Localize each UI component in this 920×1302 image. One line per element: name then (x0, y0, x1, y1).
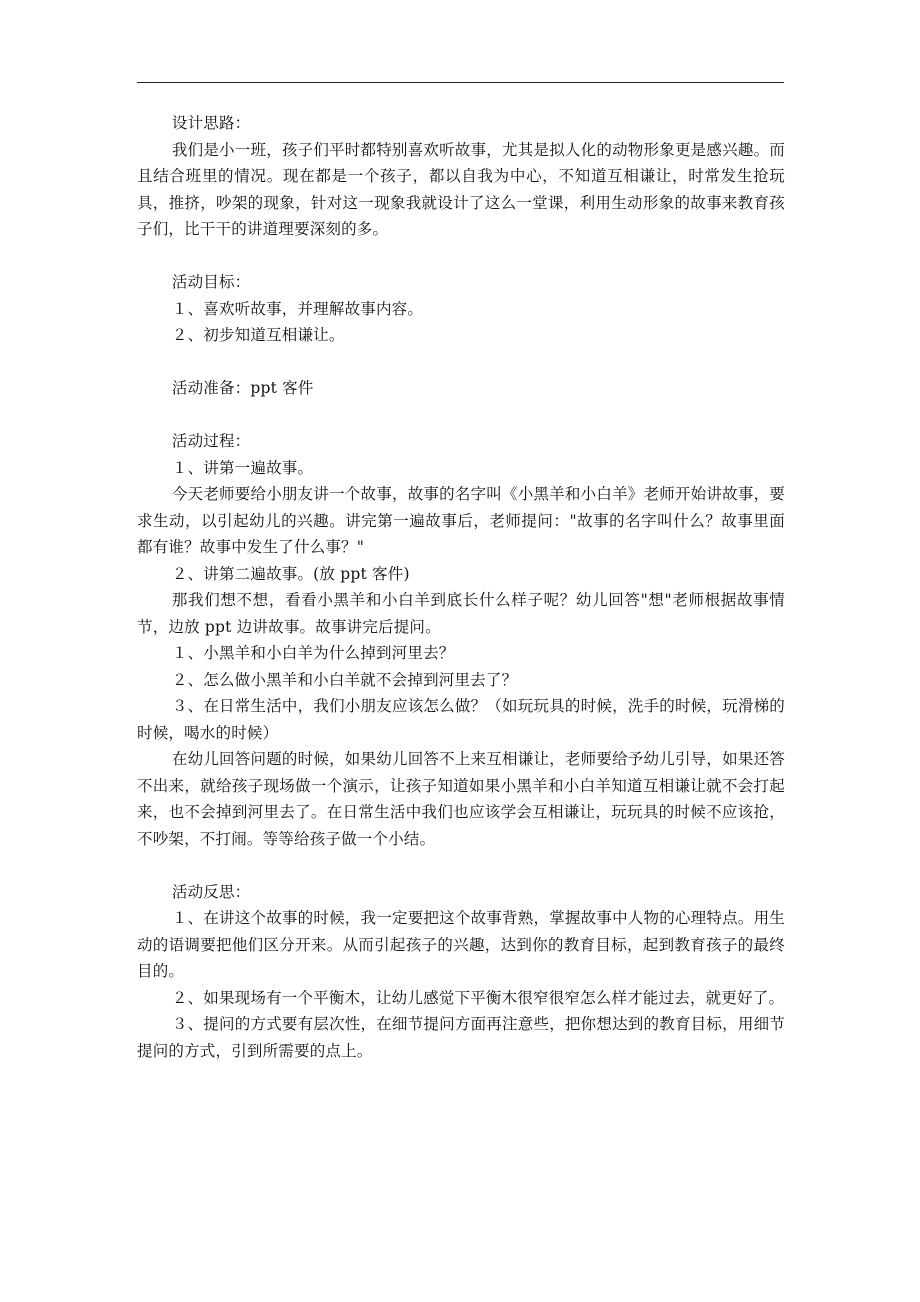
section-heading: 活动目标： (171, 273, 251, 291)
paragraph: 那我们想不想，看看小黑羊和小白羊到底长什么样子呢？幼儿回答"想"老师根据故事情节，边放 ppt 边讲故事。故事讲完后提问。 (137, 591, 785, 636)
section-heading: 设计思路： (171, 114, 251, 132)
list-item: ２、讲第二遍故事。(放 ppt 客件) (171, 564, 410, 583)
list-item: ３、提问的方式要有层次性，在细节提问方面再注意些，把你想达到的教育目标，用细节提问的方式，引到所需要的点上。 (137, 1015, 785, 1060)
list-item: ２、如果现场有一个平衡木，让幼儿感觉下平衡木很窄很窄怎么样才能过去，就更好了。 (171, 988, 785, 1007)
list-item: ２、初步知道互相谦让。 (171, 326, 345, 344)
list-item: １、小黑羊和小白羊为什么掉到河里去？ (171, 644, 455, 662)
list-item: １、讲第一遍故事。 (171, 458, 314, 477)
list-item: ３、在日常生活中，我们小朋友应该怎么做？（如玩玩具的时候，洗手的时候，玩滑梯的时候，喝水的时候） (137, 697, 785, 742)
section-design-idea (137, 110, 785, 243)
section-reflection (137, 879, 785, 1065)
paragraph: 在幼儿回答问题的时候，如果幼儿回答不上来互相谦让，老师要给予幼儿引导，如果还答不出来，就给孩子现场做一个演示，让孩子知道如果小黑羊和小白羊知道互相谦让就不会打起来，也不会掉到河里去了。在日常生活中我们也应该学会互相谦让，玩玩具的时候不应该抢，不吵架，不打闹。等等给孩子做一个小结。 (137, 750, 785, 848)
header-rule (137, 82, 784, 83)
list-item: １、喜欢听故事，并理解故事内容。 (171, 299, 424, 318)
section-heading: 活动过程： (171, 432, 251, 450)
list-item: １、在讲这个故事的时候，我一定要把这个故事背熟，掌握故事中人物的心理特点。用生动的语调要把他们区分开来。从而引起孩子的兴趣，达到你的教育目标，起到教育孩子的最终目的。 (137, 909, 785, 980)
section-heading: 活动准备：ppt 客件 (171, 379, 314, 397)
section-process (137, 428, 785, 852)
list-item: ２、怎么做小黑羊和小白羊就不会掉到河里去了？ (171, 670, 518, 689)
paragraph: 我们是小一班，孩子们平时都特别喜欢听故事，尤其是拟人化的动物形象更是感兴趣。而且结合班里的情况。现在都是一个孩子，都以自我为中心，不知道互相谦让，时常发生抢玩具，推挤，吵架的现象，针对这一现象我就设计了这么一堂课，利用生动形象的故事来教育孩子们，比干干的讲道理要深刻的多。 (137, 140, 785, 238)
section-goals (137, 269, 785, 349)
section-heading: 活动反思： (171, 882, 251, 901)
document-body (137, 110, 785, 1064)
paragraph: 今天老师要给小朋友讲一个故事，故事的名字叫《小黑羊和小白羊》老师开始讲故事，要求生动，以引起幼儿的兴趣。讲完第一遍故事后，老师提问："故事的名字叫什么？故事里面都有谁？故事中发生了什么事？" (137, 485, 785, 556)
section-preparation (137, 375, 785, 402)
